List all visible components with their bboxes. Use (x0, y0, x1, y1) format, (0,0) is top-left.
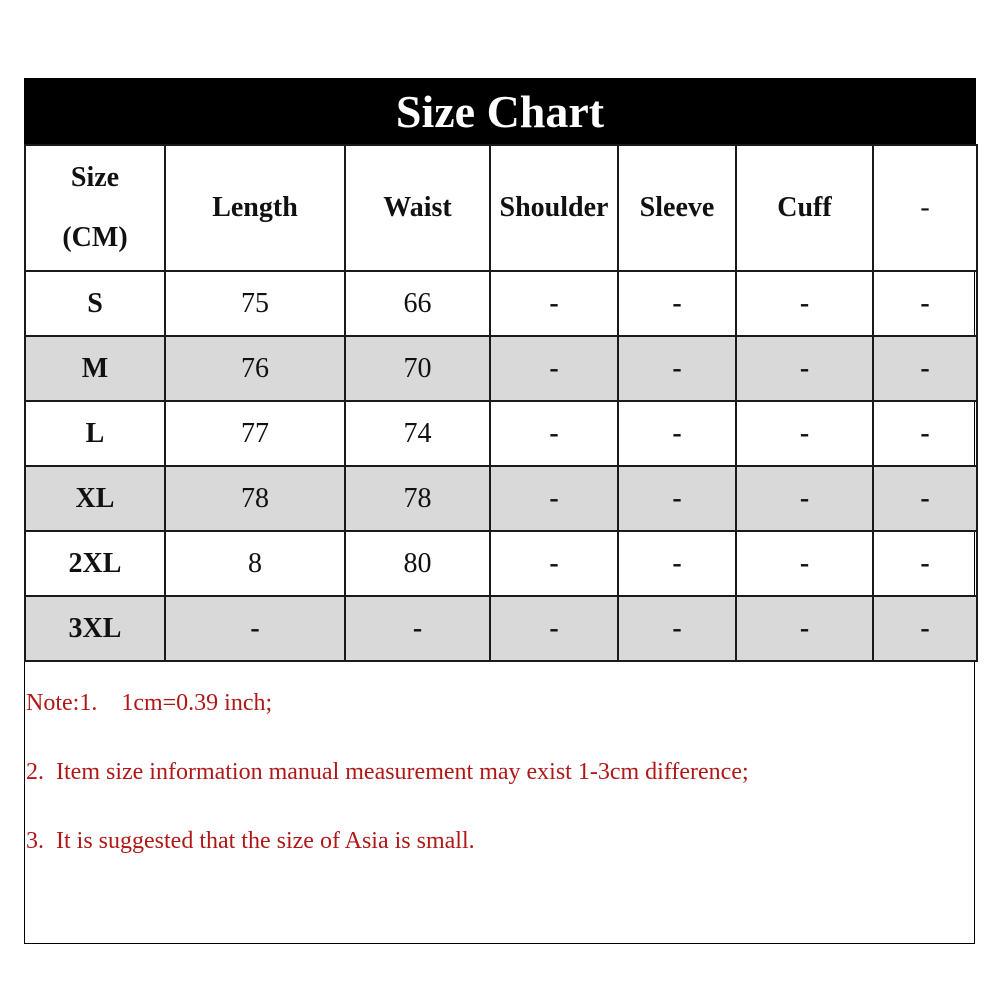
cell-cuff: - (736, 596, 873, 661)
table-row (25, 401, 977, 466)
header-size (25, 145, 165, 271)
row-size: S (25, 271, 165, 336)
cell-cuff: - (736, 531, 873, 596)
table-row (25, 531, 977, 596)
cell-waist: - (345, 596, 490, 661)
cell-waist: 78 (345, 466, 490, 531)
cell-sleeve: - (618, 271, 736, 336)
row-size: 2XL (25, 531, 165, 596)
header-size-line2: (CM) (62, 222, 128, 253)
table-row (25, 336, 977, 401)
cell-length: 78 (165, 466, 345, 531)
cell-extra: - (873, 271, 977, 336)
cell-length: 77 (165, 401, 345, 466)
cell-extra: - (873, 466, 977, 531)
table-row (25, 271, 977, 336)
cell-waist: 66 (345, 271, 490, 336)
row-size: L (25, 401, 165, 466)
header-sleeve: Sleeve (618, 145, 736, 271)
note-line-1: Note:1. 1cm=0.39 inch; (26, 690, 273, 716)
size-chart-title (24, 78, 976, 144)
cell-cuff: - (736, 271, 873, 336)
table-header-row (25, 145, 977, 271)
header-length: Length (165, 145, 345, 271)
cell-shoulder: - (490, 531, 618, 596)
title-text: Size Chart (395, 85, 605, 137)
cell-sleeve: - (618, 596, 736, 661)
cell-shoulder: - (490, 466, 618, 531)
cell-length: 76 (165, 336, 345, 401)
cell-shoulder: - (490, 401, 618, 466)
note-line-2: 2. Item size information manual measurement may exist 1-3cm difference; (26, 759, 749, 785)
cell-extra: - (873, 401, 977, 466)
cell-extra: - (873, 531, 977, 596)
cell-sleeve: - (618, 531, 736, 596)
cell-cuff: - (736, 401, 873, 466)
cell-length: 75 (165, 271, 345, 336)
header-cuff: Cuff (736, 145, 873, 271)
note-line-3: 3. It is suggested that the size of Asia is small. (26, 828, 475, 854)
cell-sleeve: - (618, 466, 736, 531)
cell-waist: 74 (345, 401, 490, 466)
cell-shoulder: - (490, 271, 618, 336)
row-size: M (25, 336, 165, 401)
row-size: XL (25, 466, 165, 531)
cell-sleeve: - (618, 401, 736, 466)
cell-extra: - (873, 336, 977, 401)
row-size: 3XL (25, 596, 165, 661)
header-size-line1: Size (70, 162, 120, 193)
table-row (25, 466, 977, 531)
cell-shoulder: - (490, 596, 618, 661)
header-extra: - (873, 145, 977, 271)
cell-waist: 80 (345, 531, 490, 596)
table-row (25, 596, 977, 661)
cell-sleeve: - (618, 336, 736, 401)
size-table (24, 144, 978, 662)
cell-cuff: - (736, 336, 873, 401)
header-waist: Waist (345, 145, 490, 271)
cell-extra: - (873, 596, 977, 661)
header-shoulder: Shoulder (490, 145, 618, 271)
cell-length: 8 (165, 531, 345, 596)
cell-cuff: - (736, 466, 873, 531)
cell-waist: 70 (345, 336, 490, 401)
cell-length: - (165, 596, 345, 661)
cell-shoulder: - (490, 336, 618, 401)
